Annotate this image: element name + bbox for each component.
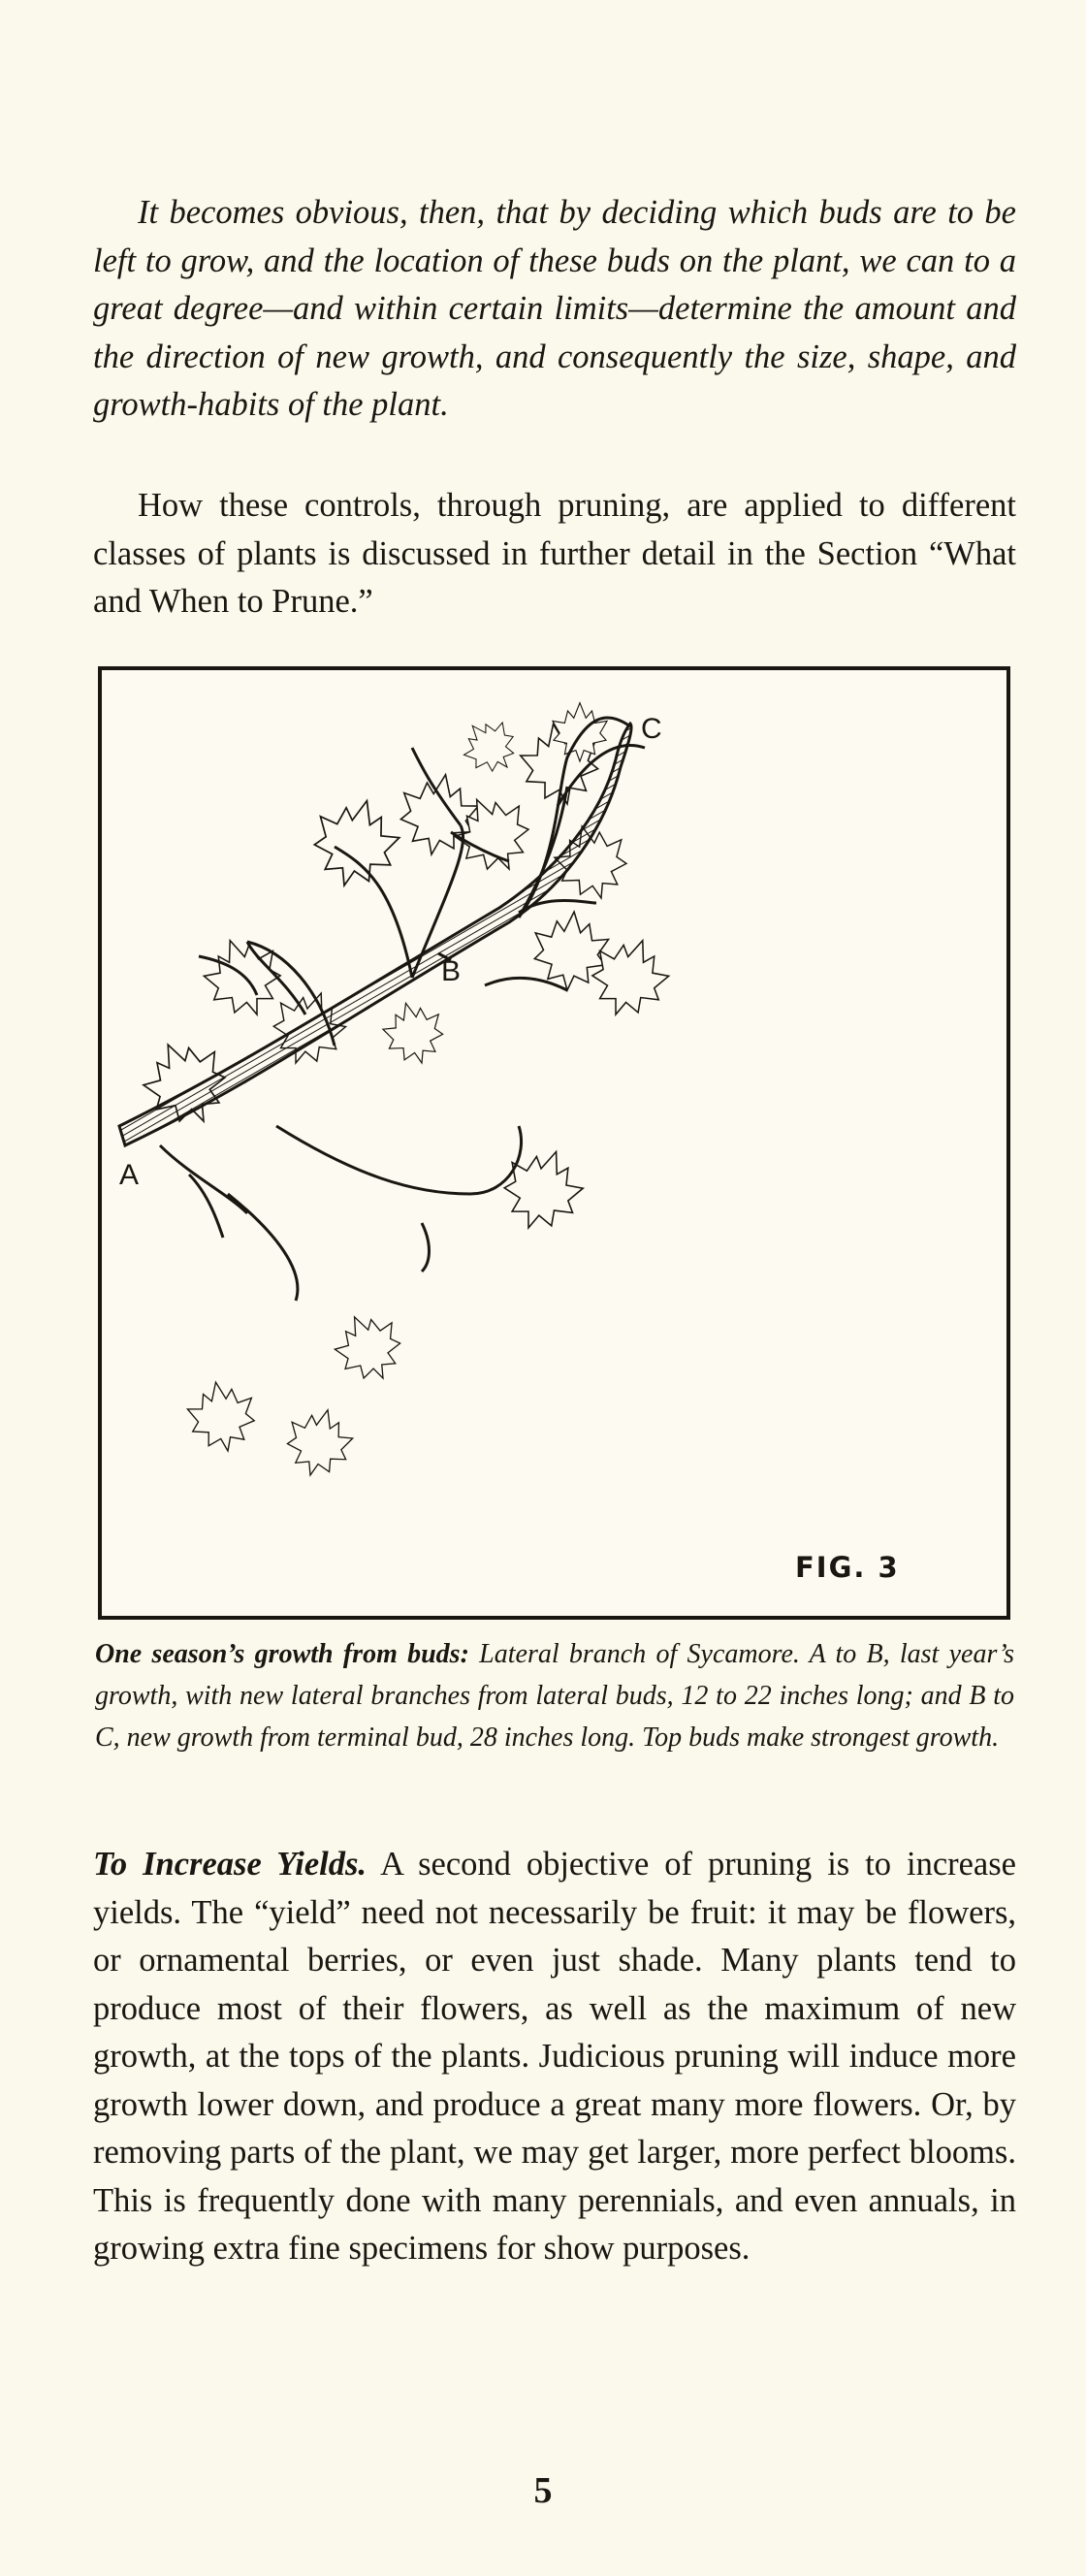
point-b-label: B [441,955,462,987]
sycamore-branch-illustration [102,670,1006,1616]
figure-caption [95,1633,1014,1758]
controls-paragraph: How these controls, through pruning, are applied to different classes of plants is discussed in further detail in the Section “What and When to Prune.” [93,487,1016,620]
point-c-label: C [641,713,662,745]
figure-label: FIG. 3 [795,1551,900,1584]
intro-paragraph: It becomes obvious, then, that by deciding which buds are to be left to grow, and the location of these buds on the plant, we can to a great degree—and within certain limits—determine the amount and the direction of new growth, and consequently the size, shape, and growth-habits of the plant. [93,194,1016,423]
yields-body: A second objective of pruning is to increase yields. The “yield” need not necessarily be fruit: it may be flowers, or ornamental berries, or even just shade. Many plants tend to produce most of their flowers, as well as the maximum of new growth, at the tops of the plants. Judicious pruning will induce more growth lower down, and produce a great many more flowers. Or, by removing parts of the plant, we may get larger, more perfect blooms. This is frequently done with many perennials, and even annuals, in growing extra fine specimens for show purposes. [93,1846,1016,2267]
yields-heading: To Increase Yields. [93,1846,367,1883]
caption-lead: One season’s growth from buds: [95,1639,469,1669]
yields-paragraph [93,1841,1016,2273]
caption-body: Lateral branch of Sycamore. A to B, last year’s growth, with new lateral branches from lateral buds, 12 to 22 inches long; and B to C, new growth from terminal bud, 28 inches long. Top buds make strongest growth. [95,1639,1014,1753]
figure-3-box [98,666,1010,1620]
point-a-label: A [119,1159,140,1191]
page-number: 5 [533,2470,553,2511]
